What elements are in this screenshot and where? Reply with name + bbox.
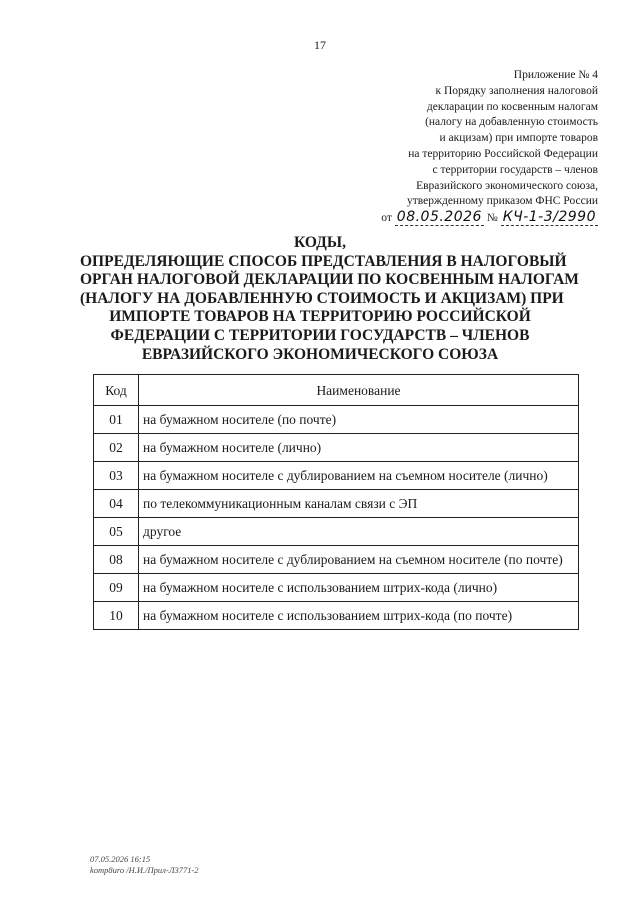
title-line: (НАЛОГУ НА ДОБАВЛЕННУЮ СТОИМОСТЬ И АКЦИЗАМ) ПРИ — [80, 289, 564, 307]
row-code: 04 — [94, 490, 139, 518]
appendix-line: к Порядку заполнения налоговой — [435, 84, 598, 97]
row-code: 01 — [94, 406, 139, 434]
table-row — [94, 574, 579, 602]
row-code: 09 — [94, 574, 139, 602]
row-code: 03 — [94, 462, 139, 490]
order-line — [298, 210, 598, 227]
table-row — [94, 462, 579, 490]
row-name: на бумажном носителе с дублированием на съемном носителе (по почте) — [139, 546, 579, 574]
row-name: другое — [139, 518, 579, 546]
appendix-line: с территории государств – членов — [432, 163, 598, 176]
order-date: 08.05.2026 — [396, 209, 482, 226]
table-row — [94, 518, 579, 546]
footer-stamp — [90, 854, 199, 876]
appendix-line: Приложение № 4 — [513, 69, 598, 81]
appendix-line: и акцизам) при импорте товаров — [439, 132, 598, 145]
row-code: 05 — [94, 518, 139, 546]
order-number-label: № — [486, 212, 498, 225]
title-line: ИМПОРТЕ ТОВАРОВ НА ТЕРРИТОРИЮ РОССИЙСКОЙ — [109, 308, 531, 326]
codes-table — [93, 374, 579, 630]
row-name: на бумажном носителе с использованием штрих-кода (лично) — [139, 574, 579, 602]
appendix-line: на территорию Российской Федерации — [408, 147, 598, 160]
title-line: ОПРЕДЕЛЯЮЩИЕ СПОСОБ ПРЕДСТАВЛЕНИЯ В НАЛОГОВЫЙ — [80, 252, 567, 270]
header-name: Наименование — [139, 375, 579, 406]
appendix-line: декларации по косвенным налогам — [426, 100, 598, 113]
row-code: 10 — [94, 602, 139, 630]
row-name: на бумажном носителе с дублированием на съемном носителе (лично) — [139, 462, 579, 490]
table-row — [94, 490, 579, 518]
footer-line: komp8uro /Н.И./Прил-Л3771-2 — [90, 865, 199, 875]
title-line: ОРГАН НАЛОГОВОЙ ДЕКЛАРАЦИИ ПО КОСВЕННЫМ НАЛОГАМ — [80, 271, 579, 289]
row-code: 08 — [94, 546, 139, 574]
footer-line: 07.05.2026 16:15 — [90, 854, 151, 864]
appendix-line: Евразийского экономического союза, — [416, 179, 598, 192]
title-line: КОДЫ, — [294, 234, 346, 251]
page-number: 17 — [314, 38, 326, 52]
table-header-row — [94, 375, 579, 406]
title-line: ЕВРАЗИЙСКОГО ЭКОНОМИЧЕСКОГО СОЮЗА — [141, 345, 499, 363]
header-code: Код — [94, 375, 139, 406]
appendix-line: утвержденному приказом ФНС России — [407, 195, 598, 208]
table-row — [94, 546, 579, 574]
order-prefix: от — [381, 212, 392, 225]
table-row — [94, 406, 579, 434]
order-number: КЧ-1-3/2990 — [502, 209, 596, 226]
appendix-line: (налогу на добавленную стоимость — [425, 116, 598, 129]
table-row — [94, 434, 579, 462]
row-name: на бумажном носителе (лично) — [139, 434, 579, 462]
table-row — [94, 602, 579, 630]
row-name: по телекоммуникационным каналам связи с ЭП — [139, 490, 579, 518]
row-name: на бумажном носителе (по почте) — [139, 406, 579, 434]
row-code: 02 — [94, 434, 139, 462]
appendix-block — [298, 68, 598, 227]
row-name: на бумажном носителе с использованием штрих-кода (по почте) — [139, 602, 579, 630]
title-line: ФЕДЕРАЦИИ С ТЕРРИТОРИИ ГОСУДАРСТВ – ЧЛЕНОВ — [110, 326, 530, 344]
document-title — [80, 234, 579, 364]
